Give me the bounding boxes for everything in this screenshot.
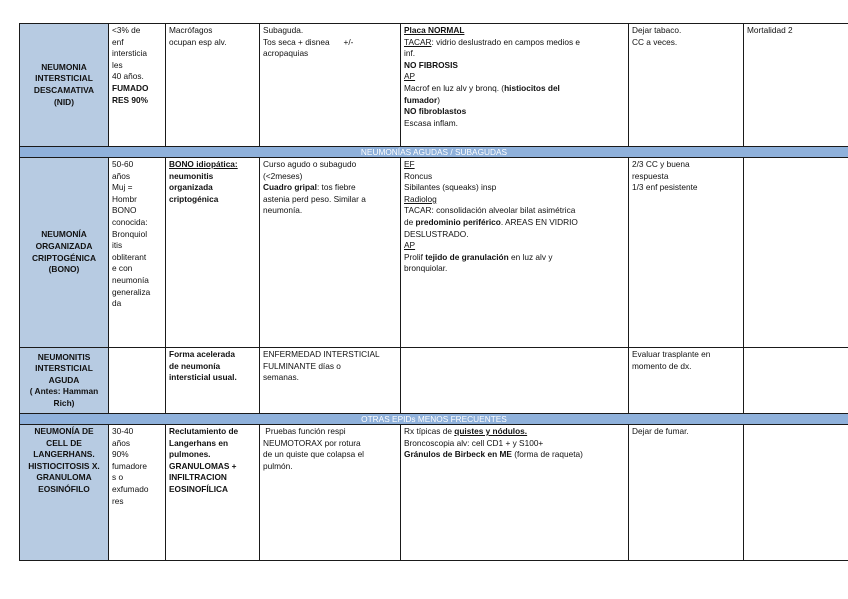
table-row-nia [20, 348, 848, 414]
treatment-cell-langerhans[interactable]: Dejar de fumar. [629, 425, 744, 561]
disease-name-langerhans[interactable]: NEUMONÍA DE CELL DE LANGERHANS. HISTIOCITOSIS X. GRANULOMA EOSINÓFILO [20, 425, 109, 561]
disease-name-nid[interactable]: NEUMONIA INTERSTICIAL DESCAMATIVA (NID) [20, 24, 109, 147]
clinical-cell-bono[interactable]: Curso agudo o subagudo (<2meses) Cuadro gripal: tos fiebre astenia perd peso. Similar a neumonía. [260, 158, 401, 348]
section-title-other: OTRAS EPIDs MENOS FRECUENTES [20, 414, 848, 425]
prognosis-cell-bono[interactable] [744, 158, 848, 348]
treatment-cell-bono[interactable]: 2/3 CC y buena respuesta 1/3 enf pesistente [629, 158, 744, 348]
epidemiology-cell-nid[interactable]: <3% de enf intersticia les 40 años. FUMADO RES 90% [109, 24, 166, 147]
prognosis-cell-langerhans[interactable] [744, 425, 848, 561]
pathogenesis-cell-nid[interactable]: Macrófagos ocupan esp alv. [166, 24, 260, 147]
clinical-cell-nid[interactable]: Subaguda. Tos seca + disnea +/- acropaquias [260, 24, 401, 147]
pathogenesis-cell-bono[interactable]: BONO idiopática: neumonitis organizada criptogénica [166, 158, 260, 348]
epidemiology-cell-nia[interactable] [109, 348, 166, 414]
diagnosis-cell-langerhans[interactable]: Rx típicas de quistes y nódulos. Broncoscopia alv: cell CD1 + y S100+ Gránulos de Birbeck en ME (forma de raqueta) [401, 425, 629, 561]
disease-table-sheet [19, 23, 848, 561]
pathogenesis-cell-langerhans[interactable]: Reclutamiento de Langerhans en pulmones. GRANULOMAS + INFILTRACION EOSINOFÍLICA [166, 425, 260, 561]
table-row-nid [20, 24, 848, 147]
diagnosis-cell-nia[interactable] [401, 348, 629, 414]
treatment-cell-nid[interactable]: Dejar tabaco. CC a veces. [629, 24, 744, 147]
clinical-cell-langerhans[interactable]: Pruebas función respi NEUMOTORAX por rotura de un quiste que colapsa el pulmón. [260, 425, 401, 561]
section-band-acute [20, 147, 848, 158]
table-row-bono [20, 158, 848, 348]
prognosis-cell-nia[interactable] [744, 348, 848, 414]
table-row-langerhans [20, 425, 848, 561]
epidemiology-cell-langerhans[interactable]: 30-40 años 90% fumadore s o exfumado res [109, 425, 166, 561]
clinical-cell-nia[interactable]: ENFERMEDAD INTERSTICIAL FULMINANTE días o semanas. [260, 348, 401, 414]
treatment-cell-nia[interactable]: Evaluar trasplante en momento de dx. [629, 348, 744, 414]
pathogenesis-cell-nia[interactable]: Forma acelerada de neumonía intersticial usual. [166, 348, 260, 414]
section-band-other [20, 414, 848, 425]
disease-name-nia[interactable]: NEUMONITIS INTERSTICIAL AGUDA ( Antes: Hamman Rich) [20, 348, 109, 414]
epidemiology-cell-bono[interactable]: 50-60 años Muj = Hombr BONO conocida: Bronquiol itis obliterant e con neumonía generaliza da [109, 158, 166, 348]
prognosis-cell-nid[interactable]: Mortalidad 2 [744, 24, 848, 147]
disease-name-bono[interactable]: NEUMONÍA ORGANIZADA CRIPTOGÉNICA (BONO) [20, 158, 109, 348]
diagnosis-cell-nid[interactable]: Placa NORMAL TACAR: vidrio deslustrado en campos medios e inf. NO FIBROSIS AP Macrof en luz alv y bronq. (histiocitos del fumador) NO fibroblastos Escasa inflam. [401, 24, 629, 147]
diagnosis-cell-bono[interactable]: EF Roncus Sibilantes (squeaks) insp Radiolog TACAR: consolidación alveolar bilat asimétrica de predominio periférico. AREAS EN VIDRIO DESLUSTRADO. AP Prolif tejido de granulación en luz alv y bronquiolar. [401, 158, 629, 348]
disease-table [19, 23, 848, 561]
section-title-acute: NEUMONÍAS AGUDAS / SUBAGUDAS [20, 147, 848, 158]
